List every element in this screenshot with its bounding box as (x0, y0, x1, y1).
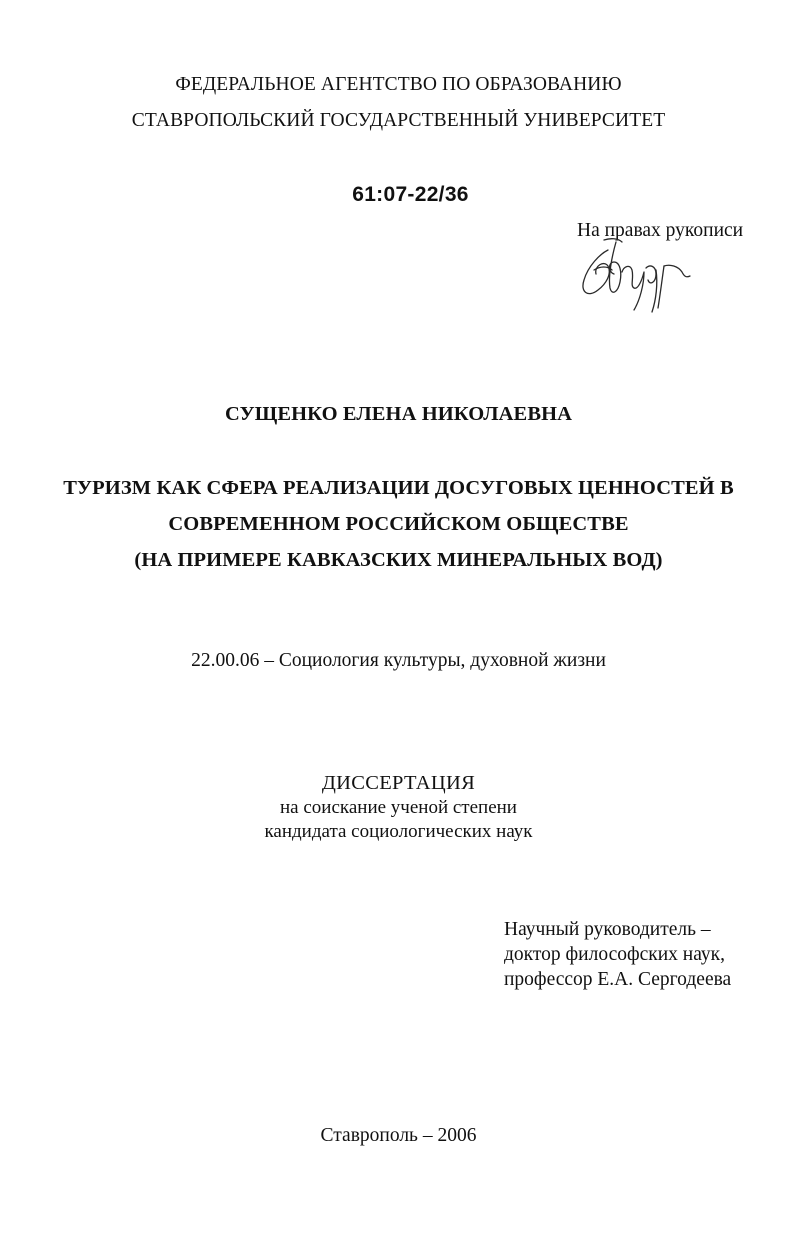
handwritten-signature (578, 236, 694, 314)
city-year: Ставрополь – 2006 (320, 1125, 477, 1146)
author-name: СУЩЕНКО ЕЛЕНА НИКОЛАЕВНА (224, 403, 573, 425)
thesis-title-line-2: СОВРЕМЕННОМ РОССИЙСКОМ ОБЩЕСТВЕ (168, 513, 629, 535)
specialty-code: 22.00.06 – Социология культуры, духовной жизни (191, 650, 606, 671)
header-university: СТАВРОПОЛЬСКИЙ ГОСУДАРСТВЕННЫЙ УНИВЕРСИТЕТ (131, 110, 666, 131)
manuscript-note: На правах рукописи (577, 220, 744, 241)
thesis-title-line-1: ТУРИЗМ КАК СФЕРА РЕАЛИЗАЦИИ ДОСУГОВЫХ ЦЕННОСТЕЙ В (63, 477, 734, 499)
catalog-code: 61:07-22/36 (352, 183, 469, 206)
thesis-title-line-3: (НА ПРИМЕРЕ КАВКАЗСКИХ МИНЕРАЛЬНЫХ ВОД) (134, 549, 663, 571)
header-agency: ФЕДЕРАЛЬНОЕ АГЕНТСТВО ПО ОБРАЗОВАНИЮ (175, 74, 622, 95)
dissertation-label: ДИССЕРТАЦИЯ (321, 772, 476, 794)
degree-name: кандидата социологических наук (264, 821, 533, 842)
degree-purpose: на соискание ученой степени (280, 797, 517, 818)
advisor-degree: доктор философских наук, (504, 944, 725, 965)
advisor-role: Научный руководитель – (504, 919, 711, 940)
advisor-name: профессор Е.А. Сергодеева (504, 969, 732, 990)
